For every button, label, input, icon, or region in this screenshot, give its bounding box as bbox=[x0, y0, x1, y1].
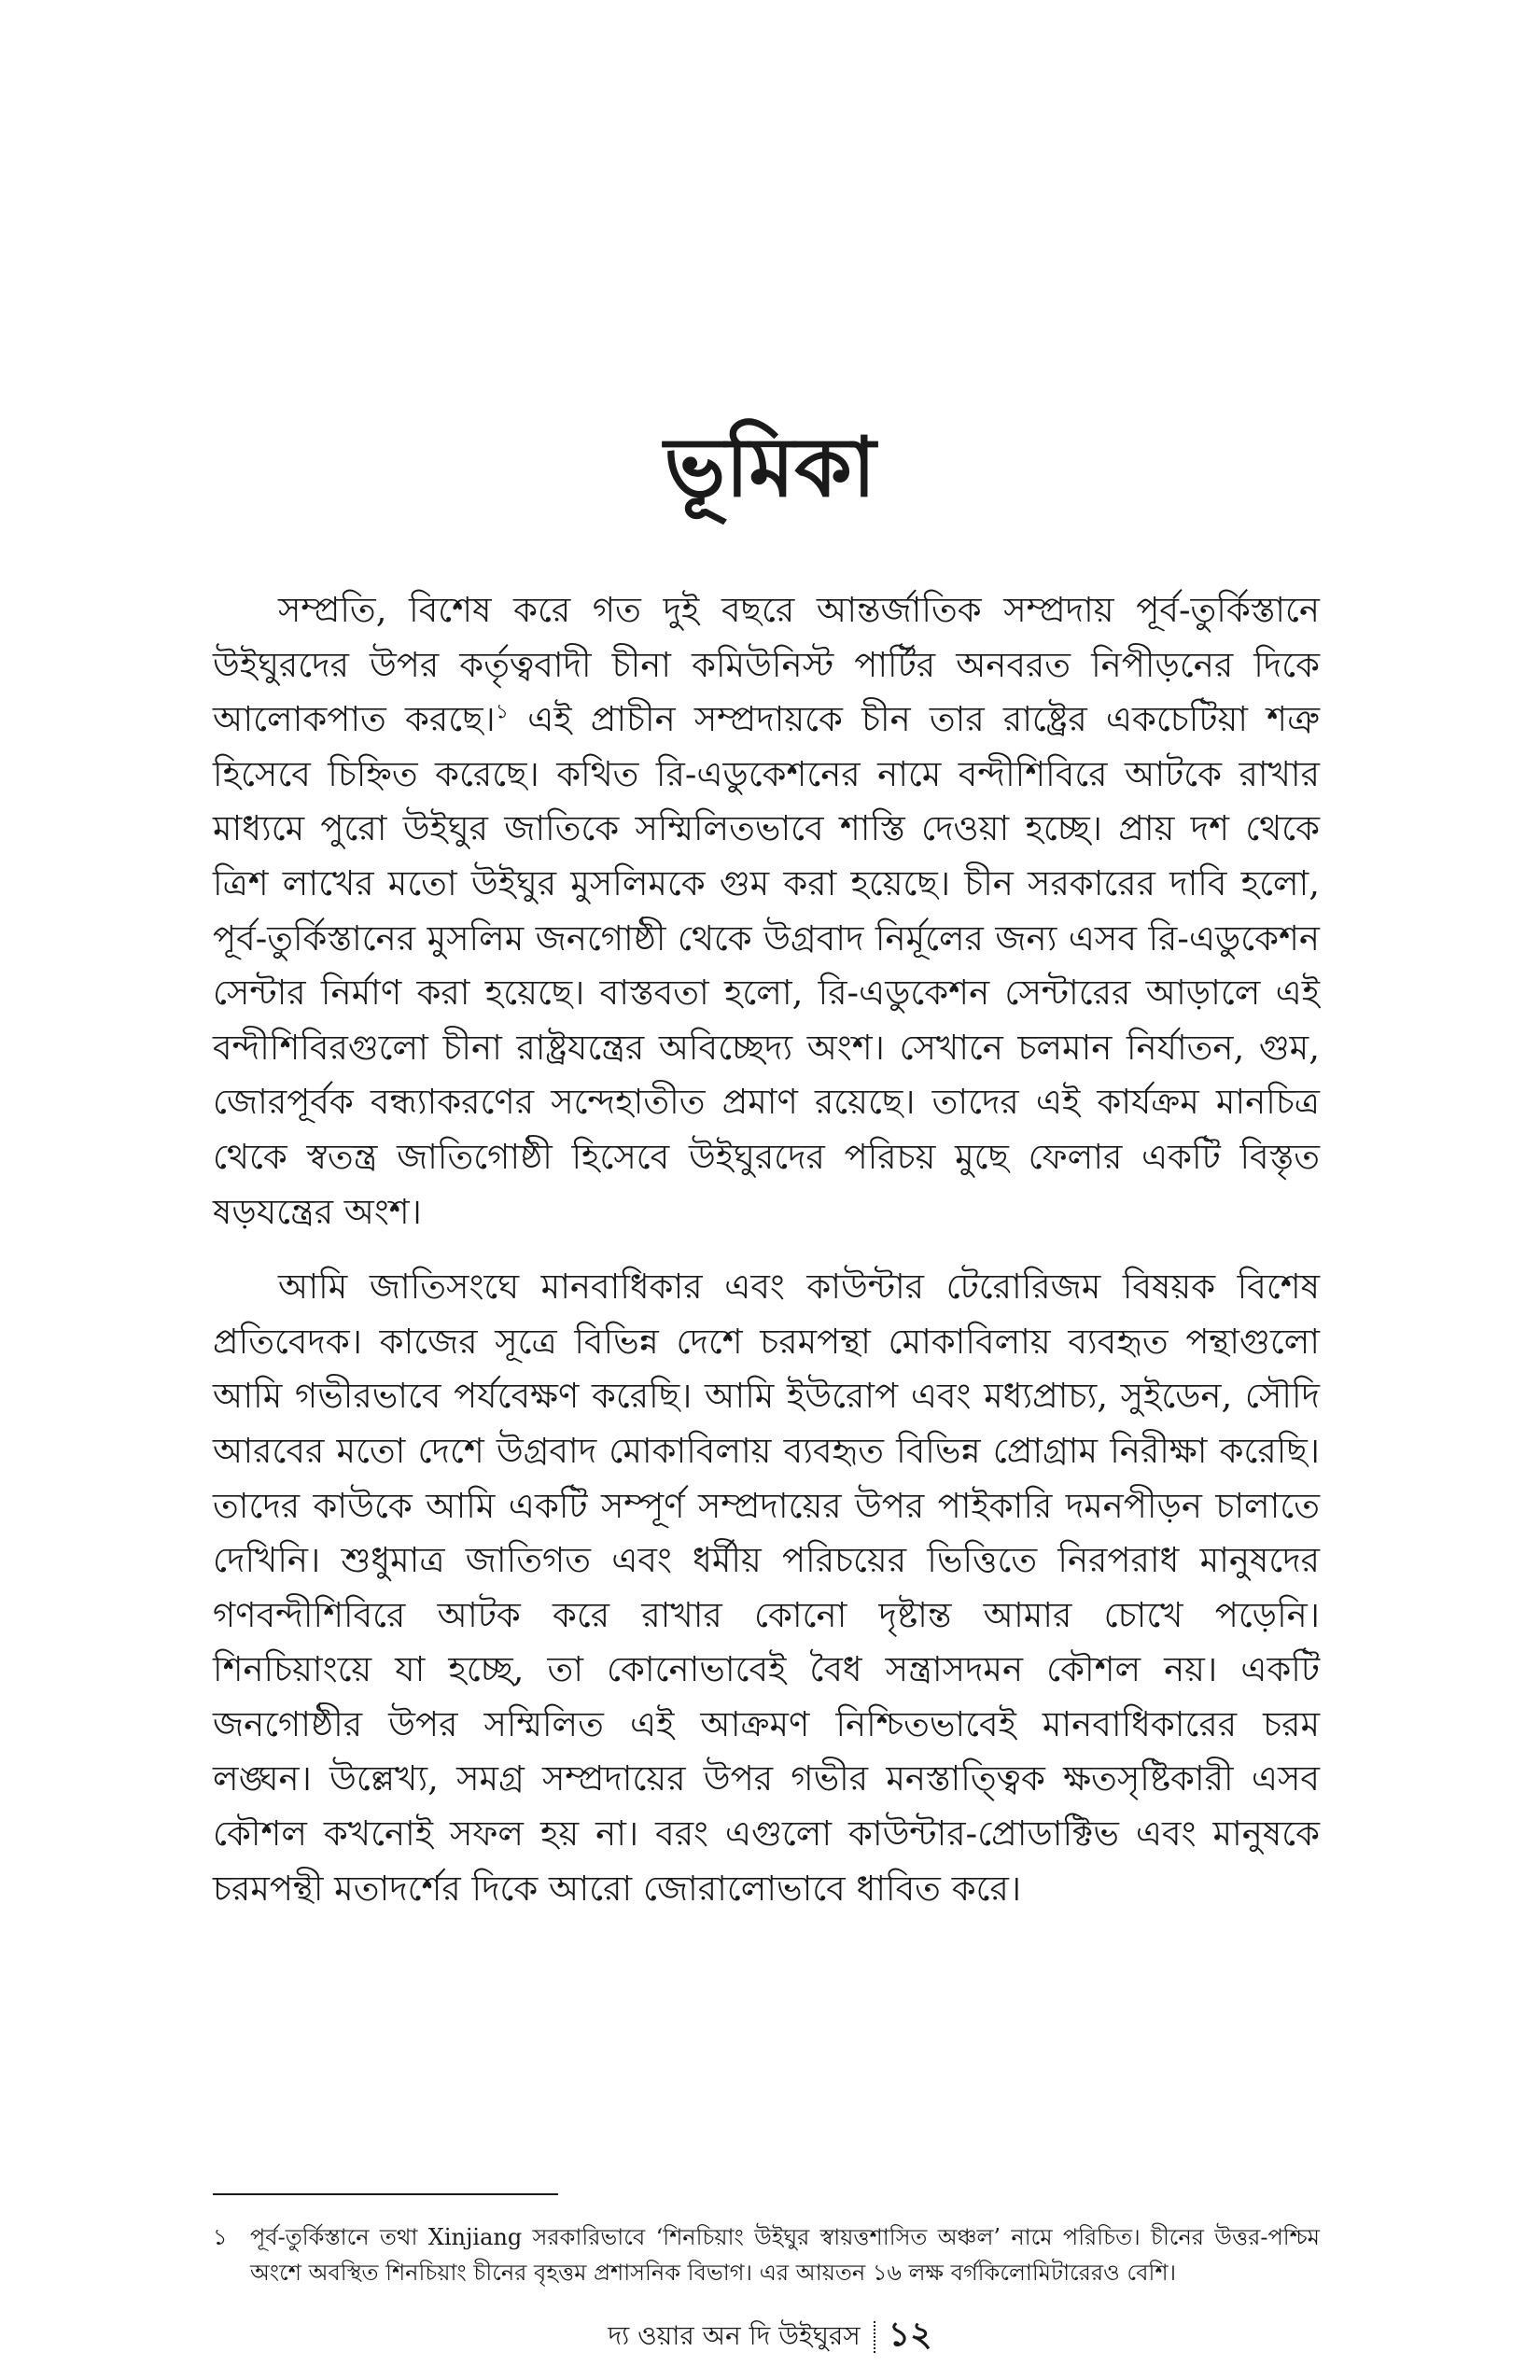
page-number: ১২ bbox=[888, 2315, 932, 2354]
footnote-number: ১ bbox=[213, 2224, 228, 2250]
paragraph-1-text-start: সম্প্রতি, বিশেষ করে গত দুই বছরে আন্তর্জাতিক সম্প্রদায় পূর্ব-তুর্কিস্তানে উইঘুরদের উপর কর্তৃত্ববাদী চীনা কমিউনিস্ট পার্টির অনবরত নিপীড়নের দিকে আলোকপাত করছে। bbox=[213, 590, 1320, 740]
paragraph-2: আমি জাতিসংঘে মানবাধিকার এবং কাউন্টার টেরোরিজম বিষয়ক বিশেষ প্রতিবেদক। কাজের সূত্রে বিভিন্ন দেশে চরমপন্থা মোকাবিলায় ব্যবহৃত পন্থাগুলো আমি গভীরভাবে পর্যবেক্ষণ করেছি। আমি ইউরোপ এবং মধ্যপ্রাচ্য, সুইডেন, সৌদি আরবের মতো দেশে উগ্রবাদ মোকাবিলায় ব্যবহৃত বিভিন্ন প্রোগ্রাম নিরীক্ষা করেছি। তাদের কাউকে আমি একটি সম্পূর্ণ সম্প্রদায়ের উপর পাইকারি দমনপীড়ন চালাতে দেখিনি। শুধুমাত্র জাতিগত এবং ধর্মীয় পরিচয়ের ভিত্তিতে নিরপরাধ মানুষদের গণবন্দীশিবিরে আটক করে রাখার কোনো দৃষ্টান্ত আমার চোখে পড়েনি। শিনচিয়াংয়ে যা হচ্ছে, তা কোনোভাবেই বৈধ সন্ত্রাসদমন কৌশল নয়। একটি জনগোষ্ঠীর উপর সম্মিলিত এই আক্রমণ নিশ্চিতভাবেই মানবাধিকারের চরম লঙ্ঘন। উল্লেখ্য, সমগ্র সম্প্রদায়ের উপর গভীর মনস্তাত্ত্বিক ক্ষতসৃষ্টিকারী এসব কৌশল কখনোই সফল হয় না। বরং এগুলো কাউন্টার-প্রোডাক্টিভ এবং মানুষকে চরমপন্থী মতাদর্শের দিকে আরো জোরালোভাবে ধাবিত করে। bbox=[213, 1267, 1320, 1909]
running-footer-title: দ্য ওয়ার অন দি উইঘুরস bbox=[608, 2319, 861, 2351]
chapter-body bbox=[213, 583, 1320, 1937]
paragraph-1 bbox=[213, 583, 1320, 1239]
footer-divider bbox=[874, 2321, 875, 2353]
footnote-divider bbox=[213, 2193, 558, 2195]
paragraph-1-text-end: এই প্রাচীন সম্প্রদায়কে চীন তার রাষ্ট্রের একচেটিয়া শত্রু হিসেবে চিহ্নিত করেছে। কথিত রি-এডুকেশনের নামে বন্দীশিবিরে আটকে রাখার মাধ্যমে পুরো উইঘুর জাতিকে সম্মিলিতভাবে শাস্তি দেওয়া হচ্ছে। প্রায় দশ থেকে ত্রিশ লাখের মতো উইঘুর মুসলিমকে গুম করা হয়েছে। চীন সরকারের দাবি হলো, পূর্ব-তুর্কিস্তানের মুসলিম জনগোষ্ঠী থেকে উগ্রবাদ নির্মূলের জন্য এসব রি-এডুকেশন সেন্টার নির্মাণ করা হয়েছে। বাস্তবতা হলো, রি-এডুকেশন সেন্টারের আড়ালে এই বন্দীশিবিরগুলো চীনা রাষ্ট্রযন্ত্রের অবিচ্ছেদ্য অংশ। সেখানে চলমান নির্যাতন, গুম, জোরপূর্বক বন্ধ্যাকরণের সন্দেহাতীত প্রমাণ রয়েছে। তাদের এই কার্যক্রম মানচিত্র থেকে স্বতন্ত্র জাতিগোষ্ঠী হিসেবে উইঘুরদের পরিচয় মুছে ফেলার একটি বিস্তৃত ষড়যন্ত্রের অংশ। bbox=[213, 699, 1320, 1232]
footnote-reference[interactable]: ১ bbox=[495, 700, 510, 724]
footnote-text: পূর্ব-তুর্কিস্তানে তথা Xinjiang সরকারিভাবে ‘শিনচিয়াং উইঘুর স্বায়ত্তশাসিত অঞ্চল’ নামে পরিচিত। চীনের উত্তর-পশ্চিম অংশে অবস্থিত শিনচিয়াং চীনের বৃহত্তম প্রশাসনিক বিভাগ। এর আয়তন ১৬ লক্ষ বর্গকিলোমিটারেরও বেশি। bbox=[250, 2224, 1320, 2286]
page-footer bbox=[0, 2309, 1540, 2365]
chapter-title: ভূমিকা bbox=[664, 418, 876, 515]
footnote bbox=[213, 2219, 1320, 2290]
